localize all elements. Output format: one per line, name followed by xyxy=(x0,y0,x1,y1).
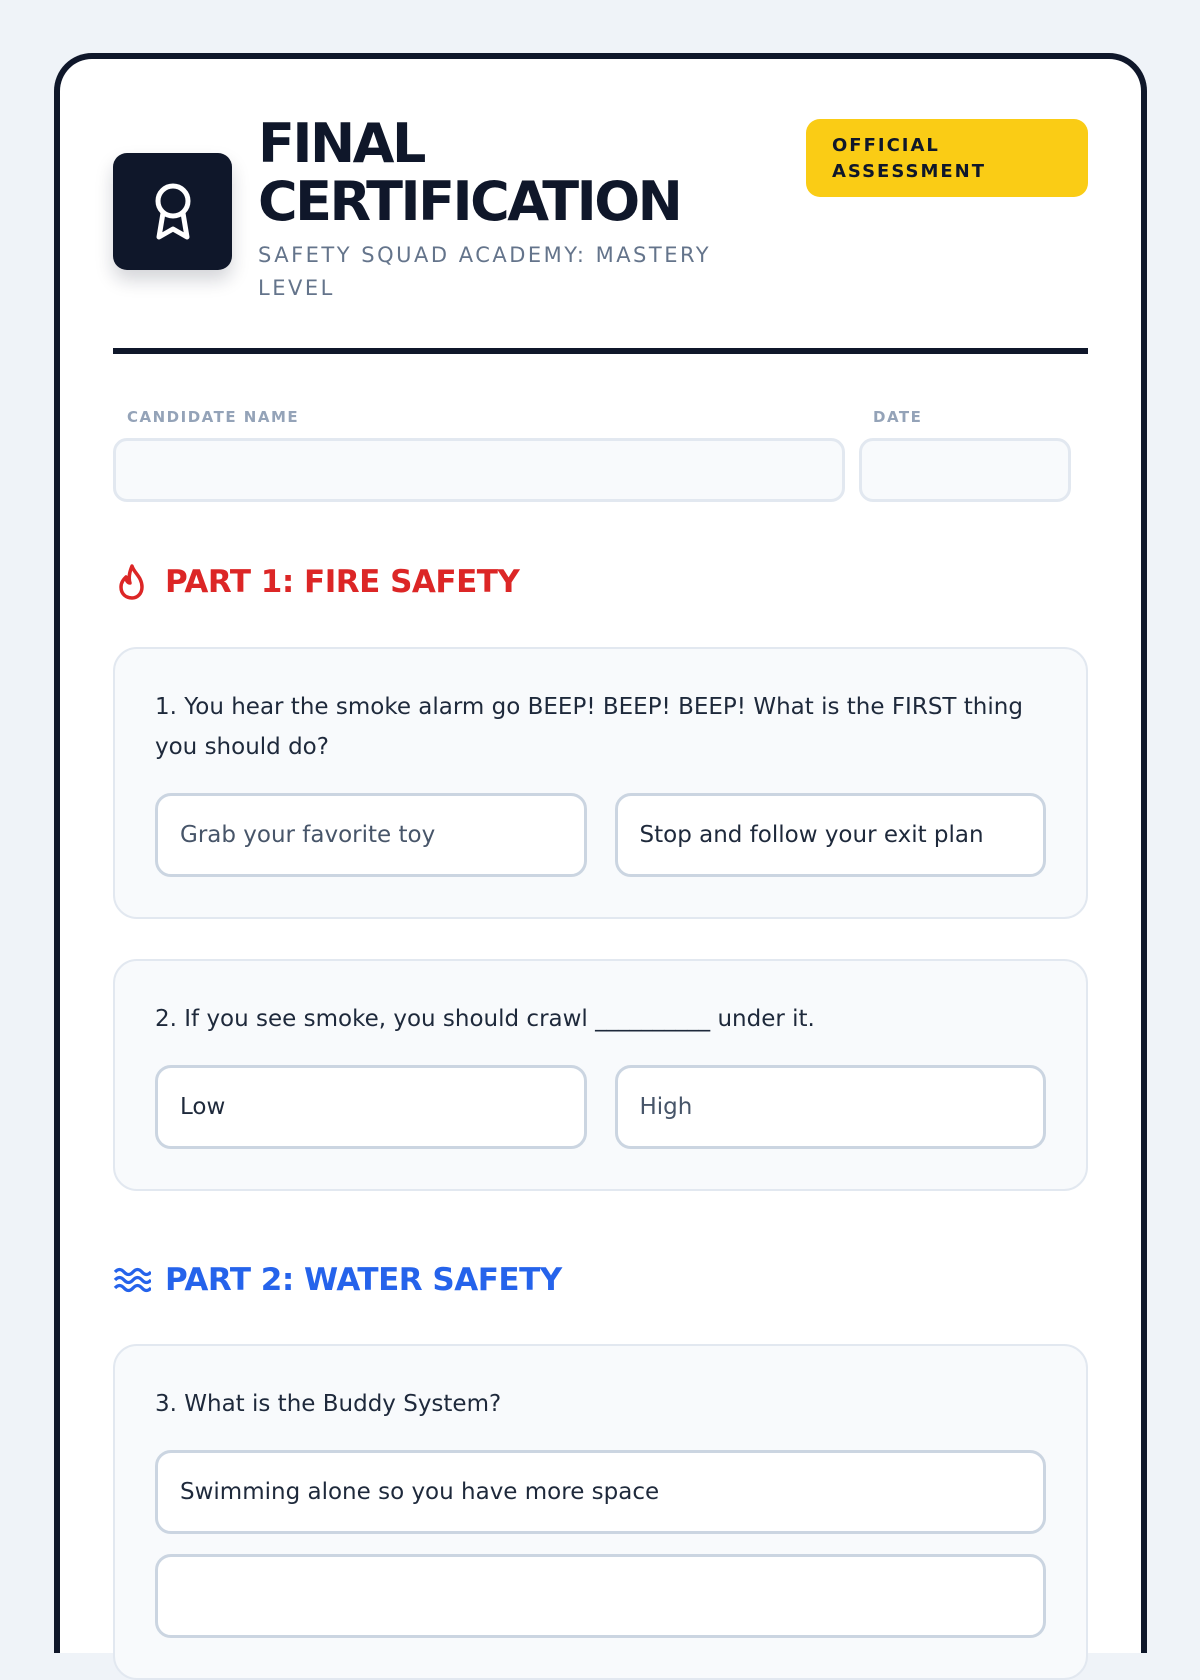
flame-icon xyxy=(113,562,151,602)
header xyxy=(113,59,1088,354)
question-card-2 xyxy=(113,959,1088,1191)
question-3-options xyxy=(155,1450,1046,1638)
part1-header xyxy=(113,558,1088,606)
question-card-3 xyxy=(113,1344,1088,1680)
date-label: DATE xyxy=(873,408,923,426)
logo xyxy=(113,153,232,270)
option-grab-toy[interactable]: Grab your favorite toy xyxy=(155,793,587,877)
waves-icon xyxy=(113,1260,151,1300)
date-field[interactable] xyxy=(859,438,1071,502)
question-1-options xyxy=(155,793,1046,877)
award-ribbon-icon xyxy=(151,181,195,243)
option-exit-plan[interactable]: Stop and follow your exit plan xyxy=(615,793,1047,877)
page-subtitle: SAFETY SQUAD ACADEMY: MASTERY LEVEL xyxy=(258,243,712,300)
part2-title: PART 2: WATER SAFETY xyxy=(165,1262,562,1298)
candidate-name-label: CANDIDATE NAME xyxy=(127,408,300,426)
part1-title: PART 1: FIRE SAFETY xyxy=(165,564,520,600)
question-3-text: 3. What is the Buddy System? xyxy=(155,1391,502,1417)
certification-card xyxy=(54,53,1147,1653)
candidate-fields xyxy=(113,354,1088,504)
official-badge: OFFICIAL ASSESSMENT xyxy=(806,119,1088,197)
question-2-options xyxy=(155,1065,1046,1149)
option-high[interactable]: High xyxy=(615,1065,1047,1149)
candidate-name-field[interactable] xyxy=(113,438,845,502)
card-content xyxy=(113,59,1088,1680)
part2-header xyxy=(113,1256,1088,1304)
option-swim-alone[interactable]: Swimming alone so you have more space xyxy=(155,1450,1046,1534)
option-low[interactable]: Low xyxy=(155,1065,587,1149)
page-title: FINAL CERTIFICATION xyxy=(258,112,681,233)
option-buddy-second[interactable] xyxy=(155,1554,1046,1638)
question-2-text: 2. If you see smoke, you should crawl __________ under it. xyxy=(155,1006,815,1032)
question-card-1 xyxy=(113,647,1088,919)
question-1-text: 1. You hear the smoke alarm go BEEP! BEEP! BEEP! What is the FIRST thing you should do? xyxy=(155,694,1023,760)
